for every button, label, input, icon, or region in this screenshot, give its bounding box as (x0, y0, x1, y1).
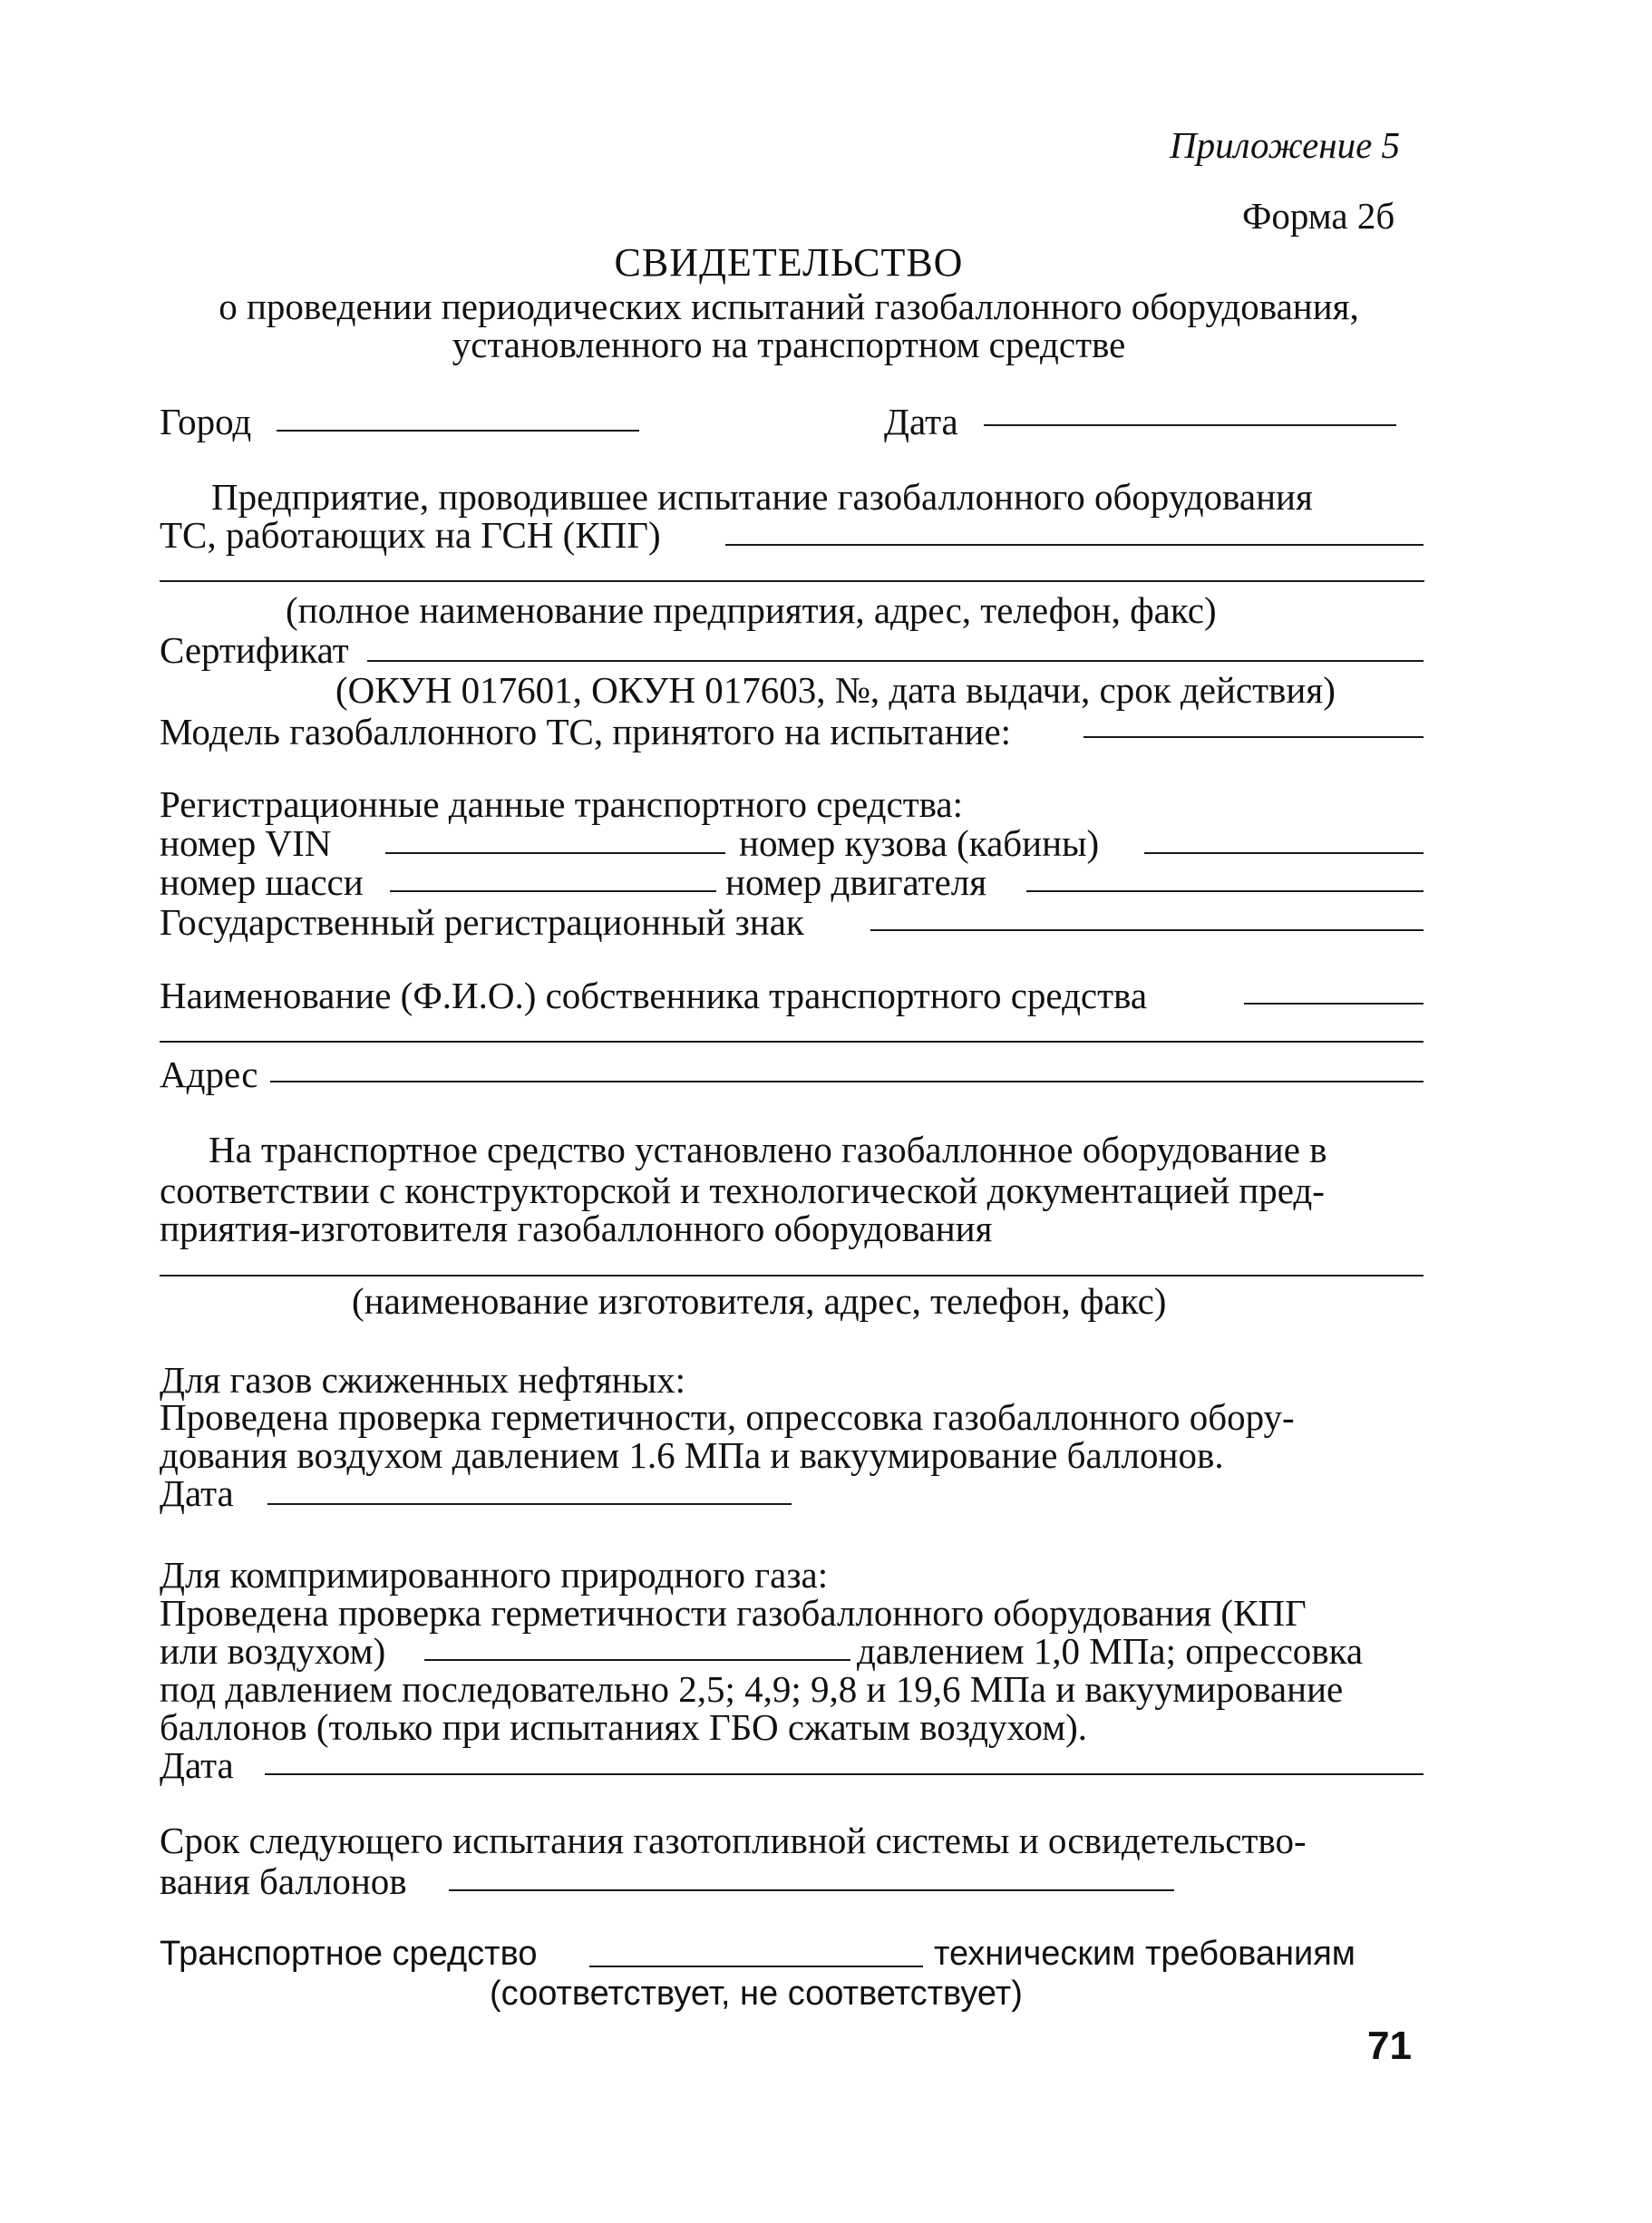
chassis-number-label: номер шасси (160, 861, 364, 903)
lpg-date-label: Дата (160, 1472, 234, 1514)
date-label: Дата (884, 401, 958, 442)
registration-heading: Регистрационные данные транспортного средства: (160, 783, 964, 825)
manufacturer-field-line[interactable] (160, 1275, 1424, 1277)
document-subtitle-line-2: установленного на транспортном средстве (452, 324, 1126, 365)
next-test-text-line-2: вания баллонов (160, 1860, 407, 1902)
chassis-number-field-line[interactable] (390, 890, 716, 892)
cng-medium-field-line[interactable] (424, 1659, 850, 1661)
cng-date-label: Дата (160, 1744, 234, 1786)
plate-label: Государственный регистрационный знак (160, 901, 804, 943)
lpg-date-field-line[interactable] (267, 1503, 792, 1505)
lpg-heading: Для газов сжиженных нефтяных: (160, 1359, 686, 1401)
cng-date-field-line[interactable] (265, 1773, 1424, 1775)
date-field-line[interactable] (984, 424, 1396, 426)
certificate-caption: (ОКУН 017601, ОКУН 017603, №, дата выдачи, срок действия) (335, 669, 1336, 711)
conformity-label-a: Транспортное средство (160, 1935, 538, 1973)
enterprise-text-line-2: ТС, работающих на ГСН (КПГ) (160, 514, 661, 556)
body-number-field-line[interactable] (1144, 852, 1424, 854)
enterprise-field-line-2[interactable] (160, 580, 1424, 582)
vin-label: номер VIN (160, 822, 332, 864)
cng-text-line-1: Проведена проверка герметичности газобаллонного оборудования (КПГ (160, 1592, 1307, 1634)
conformity-label-b: техническим требованиям (934, 1935, 1356, 1973)
cng-text-line-2a: или воздухом) (160, 1630, 386, 1672)
owner-name-label: Наименование (Ф.И.О.) собственника транспортного средства (160, 975, 1148, 1016)
equipment-text-line-3: приятия-изготовителя газобаллонного оборудования (160, 1208, 993, 1249)
cng-heading: Для компримированного природного газа: (160, 1554, 829, 1596)
equipment-text-line-1: На транспортное средство установлено газобаллонное оборудование в (209, 1129, 1327, 1170)
body-number-label: номер кузова (кабины) (739, 822, 1100, 864)
page-number: 71 (1367, 2024, 1412, 2068)
conformity-caption: (соответствует, не соответствует) (490, 1975, 1023, 2013)
vin-field-line[interactable] (385, 852, 725, 854)
next-test-text-line-1: Срок следующего испытания газотопливной системы и освидетельство- (160, 1820, 1307, 1861)
enterprise-caption: (полное наименование предприятия, адрес, телефон, факс) (286, 589, 1217, 631)
enterprise-field-line-1[interactable] (725, 544, 1424, 546)
model-label: Модель газобаллонного ТС, принятого на испытание: (160, 711, 1012, 752)
cng-text-line-2b: давлением 1,0 МПа; опрессовка (857, 1630, 1364, 1672)
cng-text-line-4: баллонов (только при испытаниях ГБО сжатым воздухом). (160, 1706, 1088, 1748)
enterprise-text-line-1: Предприятие, проводившее испытание газобаллонного оборудования (211, 476, 1313, 518)
city-field-line[interactable] (277, 430, 639, 432)
cng-text-line-3: под давлением последовательно 2,5; 4,9; 9,8 и 19,6 МПа и вакуумирование (160, 1668, 1344, 1710)
certificate-field-line[interactable] (367, 660, 1424, 662)
appendix-label: Приложение 5 (1170, 124, 1401, 166)
owner-address-label: Адрес (160, 1053, 258, 1095)
document-subtitle-line-1: о проведении периодических испытаний газобаллонного оборудования, (219, 286, 1359, 327)
next-test-field-line[interactable] (449, 1889, 1174, 1891)
lpg-text-line-1: Проведена проверка герметичности, опрессовка газобаллонного обору- (160, 1396, 1295, 1438)
certificate-label: Сертификат (160, 629, 349, 671)
manufacturer-caption: (наименование изготовителя, адрес, телефон, факс) (352, 1280, 1167, 1322)
engine-number-field-line[interactable] (1026, 890, 1424, 892)
equipment-text-line-2: соответствии с конструкторской и технологической документацией пред- (160, 1170, 1325, 1211)
plate-field-line[interactable] (870, 929, 1424, 931)
owner-name-field-line-2[interactable] (160, 1041, 1424, 1043)
owner-address-field-line[interactable] (270, 1081, 1424, 1082)
lpg-text-line-2: дования воздухом давлением 1.6 МПа и вакуумирование баллонов. (160, 1434, 1224, 1476)
document-title: СВИДЕТЕЛЬСТВО (614, 240, 964, 285)
engine-number-label: номер двигателя (725, 861, 987, 903)
model-field-line[interactable] (1084, 736, 1424, 738)
city-label: Город (160, 401, 252, 442)
form-number: Форма 2б (1242, 195, 1395, 237)
owner-name-field-line-1[interactable] (1244, 1003, 1424, 1005)
conformity-field-line[interactable] (589, 1966, 923, 1967)
